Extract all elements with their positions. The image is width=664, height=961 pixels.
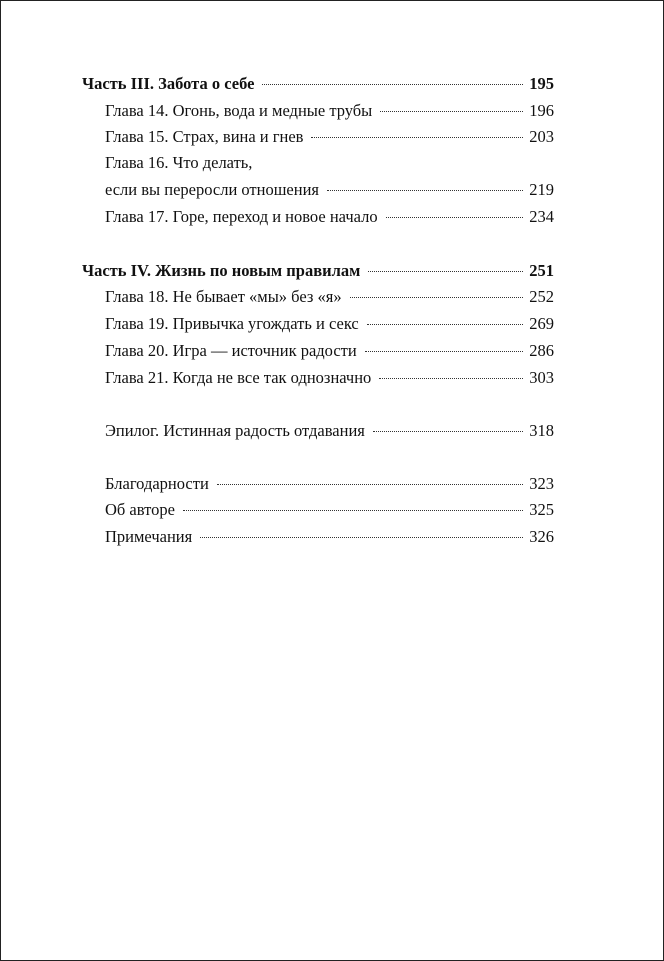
toc-chapter-14[interactable]	[105, 99, 554, 123]
dot-leader	[379, 378, 523, 379]
toc-chapter-15[interactable]	[105, 125, 554, 149]
toc-page-number: 196	[529, 101, 554, 120]
toc-about-author[interactable]	[105, 498, 554, 522]
toc-entry-title: Глава 17. Горе, переход и новое начало	[105, 207, 378, 226]
toc-chapter-18[interactable]	[105, 285, 554, 309]
toc-page-number: 219	[529, 180, 554, 199]
dot-leader	[327, 190, 523, 191]
toc-part-3[interactable]	[82, 72, 554, 96]
toc-chapter-16-line1[interactable]: Глава 16. Что делать,	[105, 153, 253, 172]
toc-entry-title: Благодарности	[105, 474, 209, 493]
toc-page-number: 269	[529, 314, 554, 333]
toc-page-number: 203	[529, 127, 554, 146]
toc-part-4[interactable]	[82, 259, 554, 283]
toc-page-number: 303	[529, 368, 554, 387]
toc-entry-title: если вы переросли отношения	[105, 180, 320, 199]
toc-page-number: 251	[529, 261, 554, 280]
dot-leader	[200, 537, 523, 538]
toc-chapter-17[interactable]	[105, 205, 554, 229]
toc-page-number: 318	[529, 421, 554, 440]
toc-chapter-20[interactable]	[105, 339, 554, 363]
toc-entry-title: Примечания	[105, 527, 193, 546]
toc-chapter-21[interactable]	[105, 366, 554, 390]
dot-leader	[262, 84, 523, 85]
toc-page-number: 252	[529, 287, 554, 306]
toc-epilogue[interactable]	[105, 419, 554, 443]
dot-leader	[217, 484, 523, 485]
dot-leader	[183, 510, 523, 511]
toc-entry-title: Глава 14. Огонь, вода и медные трубы	[105, 101, 373, 120]
dot-leader	[380, 111, 523, 112]
toc-entry-title: Глава 18. Не бывает «мы» без «я»	[105, 287, 342, 306]
dot-leader	[368, 271, 523, 272]
toc-page-number: 323	[529, 474, 554, 493]
toc-page-number: 326	[529, 527, 554, 546]
dot-leader	[386, 217, 524, 218]
toc-page-number: 286	[529, 341, 554, 360]
toc-entry-title: Часть IV. Жизнь по новым правилам	[82, 261, 361, 280]
toc-entry-title: Часть III. Забота о себе	[82, 74, 255, 93]
dot-leader	[311, 137, 523, 138]
toc-chapter-16[interactable]	[105, 178, 554, 202]
dot-leader	[350, 297, 524, 298]
toc-entry-title: Эпилог. Истинная радость отдавания	[105, 421, 365, 440]
toc-chapter-19[interactable]	[105, 312, 554, 336]
dot-leader	[365, 351, 524, 352]
toc-page-number: 325	[529, 500, 554, 519]
toc-entry-title: Глава 19. Привычка угождать и секс	[105, 314, 359, 333]
toc-notes[interactable]	[105, 525, 554, 549]
dot-leader	[373, 431, 523, 432]
toc-entry-title: Глава 15. Страх, вина и гнев	[105, 127, 304, 146]
toc-acknowledgements[interactable]	[105, 472, 554, 496]
toc-page-number: 234	[529, 207, 554, 226]
toc-entry-title: Глава 21. Когда не все так однозначно	[105, 368, 372, 387]
dot-leader	[367, 324, 524, 325]
toc-entry-title: Глава 20. Игра — источник радости	[105, 341, 357, 360]
toc-page-number: 195	[529, 74, 554, 93]
toc-entry-title: Об авторе	[105, 500, 175, 519]
